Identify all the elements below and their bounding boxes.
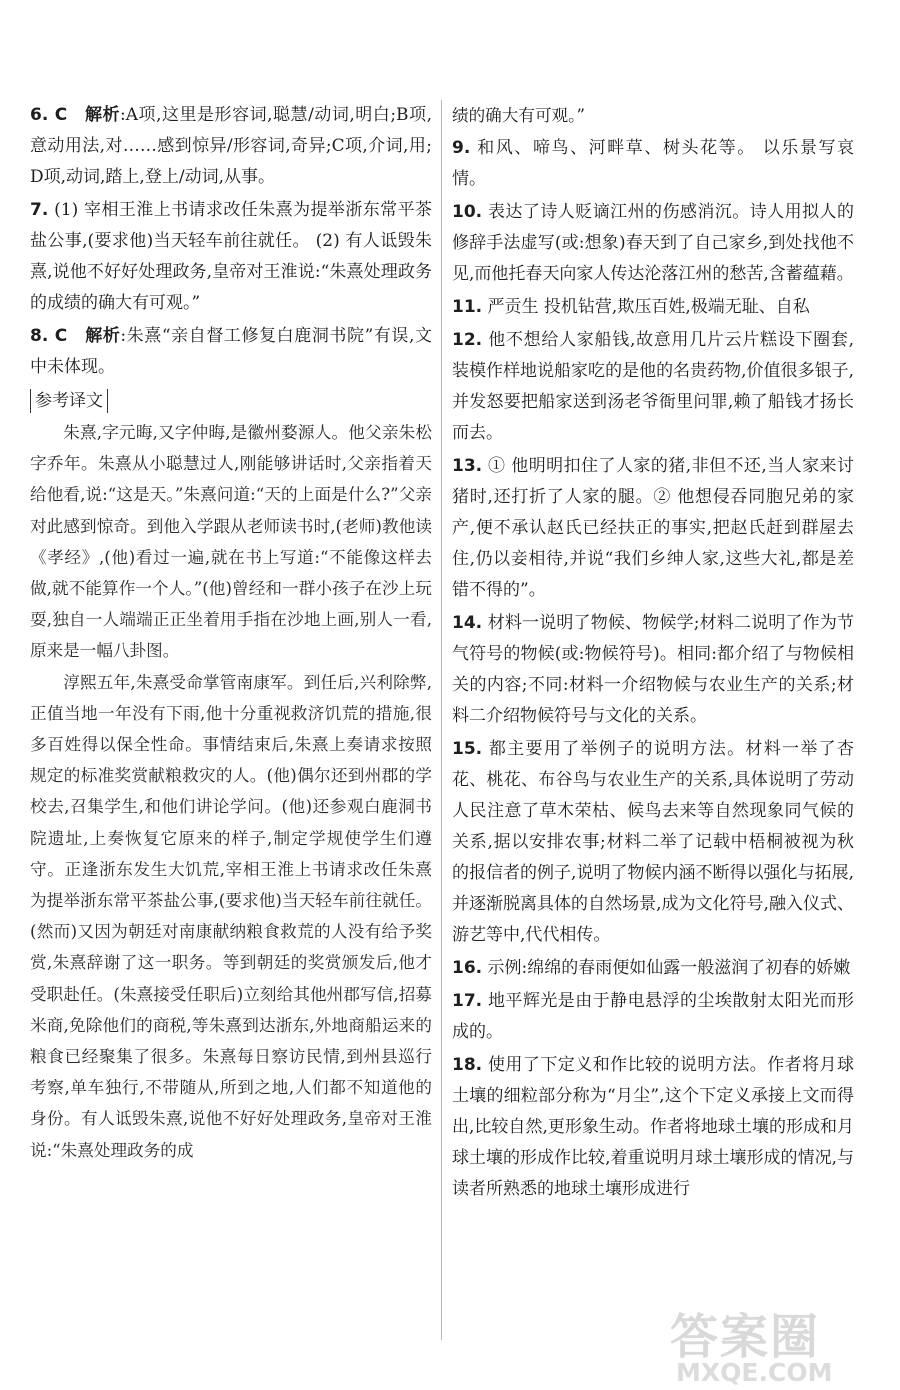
answer-10-text: 表达了诗人贬谪江州的伤感消沉。诗人用拟人的修辞手法虚写(或:想象)春天到了自己家乡,到处找他不见,而他托春天向家人传达沦落江州的愁苦,含蓄蕴藉。 <box>452 202 855 284</box>
answer-18-number: 18. <box>452 1055 483 1075</box>
answer-13-text: ① 他明明扣住了人家的猪,非但不还,当人家来讨猪时,还打折了人家的腿。② 他想侵吞同胞兄弟的家产,便不承认赵氏已经扶正的事实,把赵氏赶到群屋去住,仍以妾相待,并说“我们乡绅人家,这些大礼,都是差错不得的”。 <box>452 456 854 600</box>
right-column <box>452 100 854 1207</box>
answer-17-text: 地平辉光是由于静电悬浮的尘埃散射太阳光而形成的。 <box>452 991 855 1042</box>
answer-6-number: 6. C <box>30 105 68 125</box>
answer-9-number: 9. <box>452 138 471 158</box>
answer-18-text: 使用了下定义和作比较的说明方法。作者将月球土壤的细粒部分称为“月尘”,这个下定义承接上文而得出,比较自然,更形象生动。作者将地球土壤的形成和月球土壤的形成作比较,着重说明月球土壤形成的情况,与读者所熟悉的地球土壤形成进行 <box>452 1055 855 1199</box>
answer-8 <box>30 321 432 383</box>
answer-14-number: 14. <box>452 613 483 633</box>
answer-17-number: 17. <box>452 991 483 1011</box>
answer-9 <box>452 133 854 195</box>
answer-14 <box>452 608 854 732</box>
answer-12-text: 他不想给人家船钱,故意用几片云片糕设下圈套,装模作样地说船家吃的是他的名贵药物,价值很多银子,并发怒要把船家送到汤老爷衙里问罪,赖了船钱才扬长而去。 <box>452 330 855 443</box>
answer-15-text: 都主要用了举例子的说明方法。材料一举了杏花、桃花、布谷鸟与农业生产的关系,具体说明了劳动人民注意了草木荣枯、候鸟去来等自然现象同气候的关系,据以安排农事;材料二举了记载中梧桐被视为秋的报信者的例子,说明了物候内涵不断得以强化与拓展,并逐渐脱离具体的自然场景,成为文化符号,融入仪式、游艺等中,代代相传。 <box>452 739 855 945</box>
answer-16-number: 16. <box>452 958 483 978</box>
answer-18 <box>452 1050 854 1205</box>
answer-8-text: :朱熹“亲自督工修复白鹿洞书院”有误,文中未体现。 <box>30 326 432 377</box>
answer-11-number: 11. <box>452 297 483 317</box>
answer-8-label: 解析 <box>85 326 121 346</box>
answer-11-text: 严贡生 投机钻营,欺压百姓,极端无耻、自私 <box>487 297 810 317</box>
translation-paragraph-1: 朱熹,字元晦,又字仲晦,是徽州婺源人。他父亲朱松字乔年。朱熹从小聪慧过人,刚能够讲话时,父亲指着天给他看,说:“这是天。”朱熹问道:“天的上面是什么?”父亲对此感到惊奇。到他入学跟从老师读书时,(老师)教他读《孝经》,(他)看过一遍,就在书上写道:“不能像这样去做,就不能算作一个人。”(他)曾经和一群小孩子在沙上玩耍,独自一人端端正正坐着用手指在沙地上画,别人一看,原来是一幅八卦图。 <box>30 423 432 661</box>
answer-8-number: 8. C <box>30 326 68 346</box>
answer-15 <box>452 734 854 951</box>
answer-11 <box>452 292 854 323</box>
watermark-url: MXQE.COM <box>676 1358 833 1387</box>
answer-16-text: 示例:绵绵的春雨便如仙露一般滋润了初春的娇嫩 <box>487 958 851 978</box>
answer-6 <box>30 100 432 193</box>
answer-15-number: 15. <box>452 739 483 759</box>
answer-6-text: :A项,这里是形容词,聪慧/动词,明白;B项,意动用法,对……感到惊异/形容词,奇异;C项,介词,用;D项,动词,踏上,登上/动词,从事。 <box>30 105 432 187</box>
answer-16 <box>452 953 854 984</box>
answer-7-number: 7. <box>30 200 49 220</box>
answer-12 <box>452 325 854 449</box>
answer-12-number: 12. <box>452 330 483 350</box>
answer-17 <box>452 986 854 1048</box>
answer-10-number: 10. <box>452 202 483 222</box>
answer-7 <box>30 195 432 319</box>
translation-paragraph-2: 淳熙五年,朱熹受命掌管南康军。到任后,兴利除弊,正值当地一年没有下雨,他十分重视救济饥荒的措施,很多百姓得以保全性命。事情结束后,朱熹上奏请求按照规定的标准奖赏献粮救灾的人。(他)偶尔还到州郡的学校去,召集学生,和他们讲论学问。(他)还参观白鹿洞书院遗址,上奏恢复它原来的样子,制定学规使学生们遵守。正逢浙东发生大饥荒,宰相王淮上书请求改任朱熹为提举浙东常平茶盐公事,(要求他)当天轻车前往就任。(然而)又因为朝廷对南康献纳粮食救荒的人没有给予奖赏,朱熹辞谢了这一职务。等到朝廷的奖赏颁发后,他才受职赴任。(朱熹接受任职后)立刻给其他州郡写信,招募米商,免除他们的商税,等朱熹到达浙东,外地商船运来的粮食已经聚集了很多。朱熹每日察访民情,到州县巡行考察,单车独行,不带随从,所到之地,人们都不知道他的身份。有人诋毁朱熹,说他不好好处理政务,皇帝对王淮说:“朱熹处理政务的成 <box>30 672 432 1160</box>
translation-continuation: 绩的确大有可观。” <box>452 106 585 125</box>
answer-14-text: 材料一说明了物候、物候学;材料二说明了作为节气符号的物候(或:物候符号)。相同:都介绍了与物候相关的内容;不同:材料一介绍物候与农业生产的关系;材料二介绍物候符号与文化的关系。 <box>452 613 854 726</box>
answer-13-number: 13. <box>452 456 483 476</box>
answer-7-text: (1) 宰相王淮上书请求改任朱熹为提举浙东常平茶盐公事,(要求他)当天轻车前往就任。 (2) 有人诋毁朱熹,说他不好好处理政务,皇帝对王淮说:“朱熹处理政务的成绩的确大有可观。” <box>30 200 433 313</box>
answer-6-label: 解析 <box>84 105 121 125</box>
answer-13 <box>452 451 854 606</box>
answer-10 <box>452 197 854 290</box>
watermark-logo-text: 答案圈 <box>670 1309 821 1365</box>
answer-9-text: 和风、啼鸟、河畔草、树头花等。 以乐景写哀情。 <box>452 138 855 189</box>
site-watermark <box>662 1298 892 1390</box>
translation-heading: 参考译文 <box>30 389 108 413</box>
left-column <box>30 100 432 1166</box>
column-divider <box>441 100 442 1340</box>
